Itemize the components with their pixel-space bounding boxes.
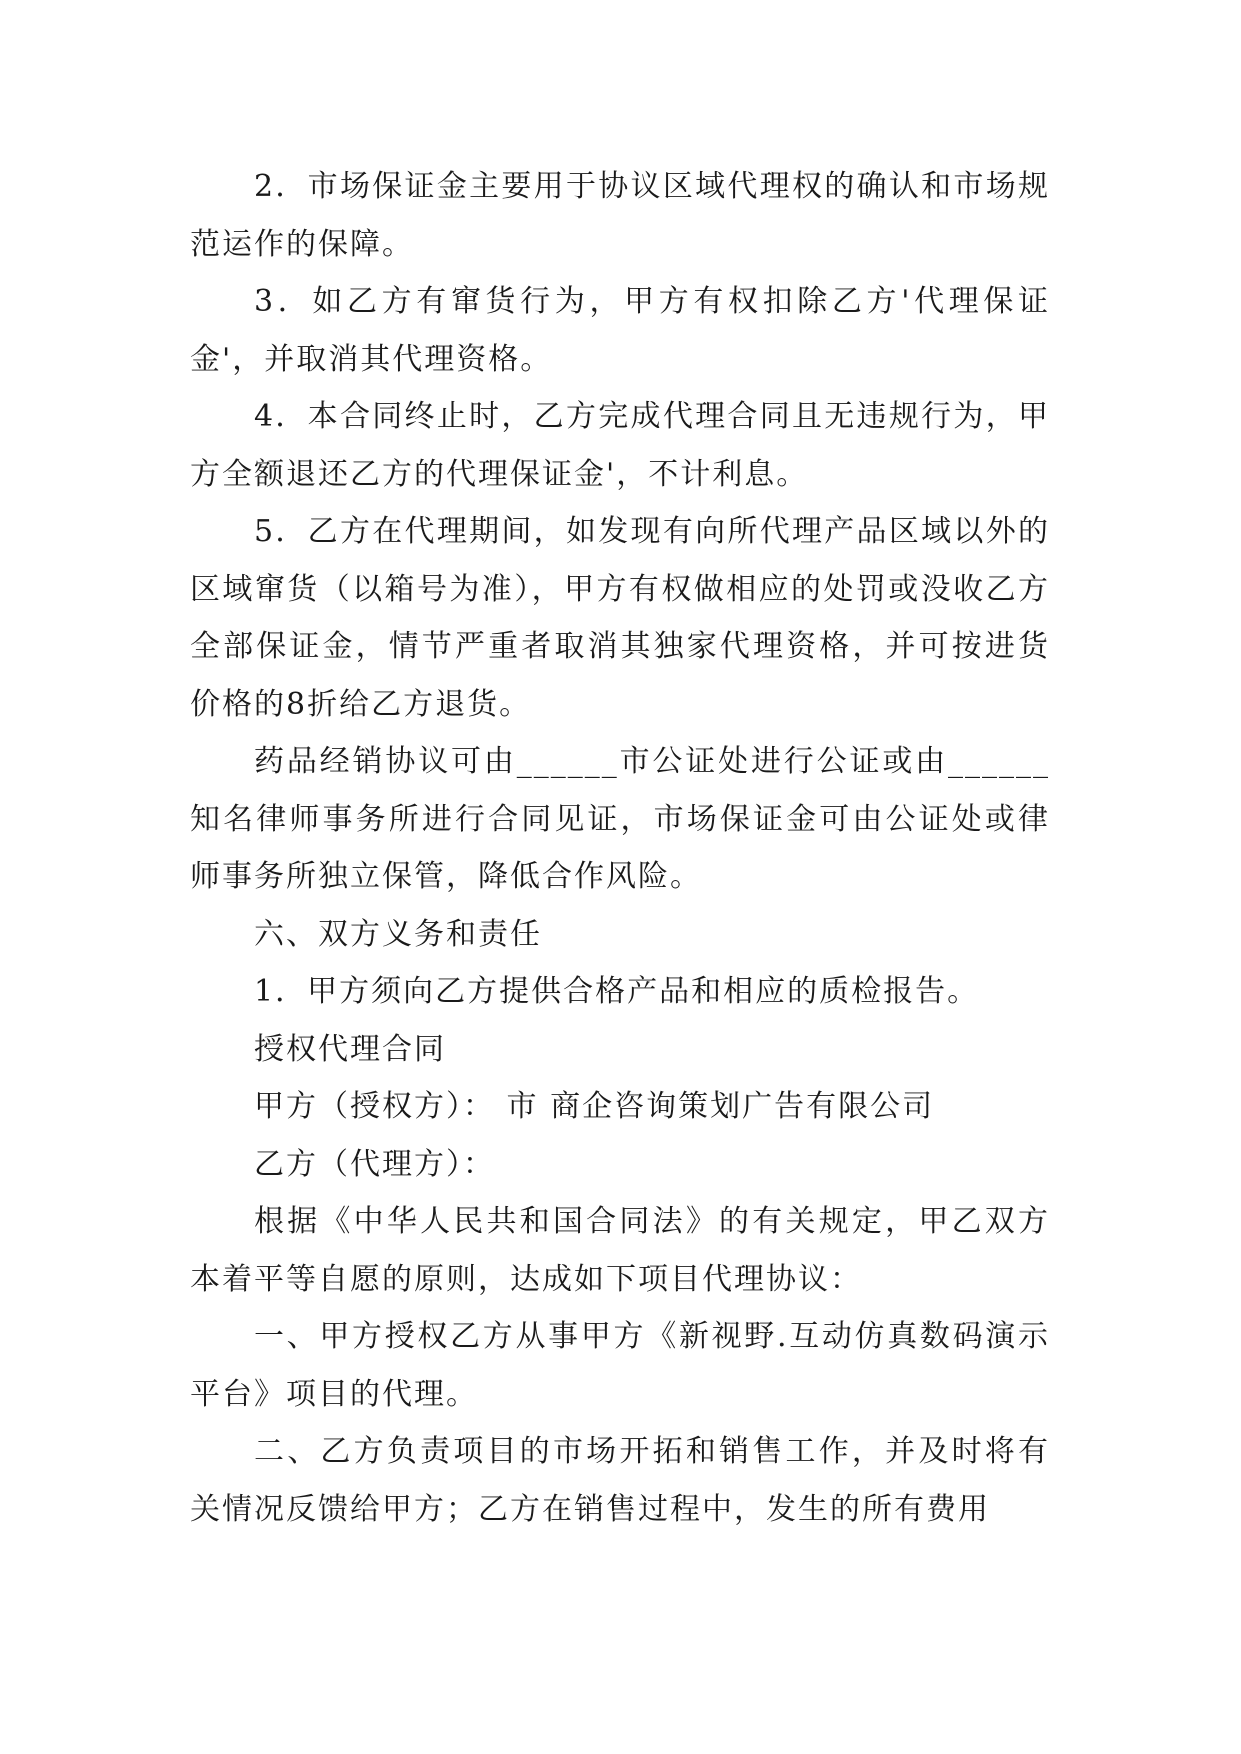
party-b-line: 乙方（代理方）： bbox=[254, 1146, 495, 1182]
paragraph-article-2: 二、乙方负责项目的市场开拓和销售工作，并及时将有关情况反馈给甲方；乙方在销售过程中，发生的所有费用 bbox=[190, 1434, 1050, 1527]
document-body bbox=[190, 158, 1050, 1538]
paragraph-clause-3: 3．如乙方有窜货行为，甲方有权扣除乙方'代理保证金'，并取消其代理资格。 bbox=[190, 284, 1050, 377]
paragraph-clause-4: 4．本合同终止时，乙方完成代理合同且无违规行为，甲方全额退还乙方的代理保证金'，不计利息。 bbox=[190, 399, 1050, 492]
paragraph-article-1: 一、甲方授权乙方从事甲方《新视野.互动仿真数码演示平台》项目的代理。 bbox=[190, 1319, 1050, 1412]
paragraph-clause-2: 2．市场保证金主要用于协议区域代理权的确认和市场规范运作的保障。 bbox=[190, 169, 1050, 262]
paragraph-clause-5: 5．乙方在代理期间，如发现有向所代理产品区域以外的区域窜货（以箱号为准），甲方有权做相应的处罚或没收乙方全部保证金，情节严重者取消其独家代理资格，并可按进货价格的8折给乙方退货。 bbox=[190, 514, 1050, 722]
party-a-line: 甲方（授权方）： 市 商企咨询策划广告有限公司 bbox=[254, 1089, 935, 1124]
paragraph-preamble: 根据《中华人民共和国合同法》的有关规定，甲乙双方本着平等自愿的原则，达成如下项目代理协议： bbox=[190, 1204, 1050, 1297]
contract-title: 授权代理合同 bbox=[254, 1031, 446, 1067]
paragraph-obligation-1: 1．甲方须向乙方提供合格产品和相应的质检报告。 bbox=[254, 974, 980, 1009]
paragraph-notarization: 药品经销协议可由______市公证处进行公证或由______知名律师事务所进行合同见证，市场保证金可由公证处或律师事务所独立保管，降低合作风险。 bbox=[190, 744, 1050, 894]
section-heading-obligations: 六、双方义务和责任 bbox=[254, 916, 542, 952]
